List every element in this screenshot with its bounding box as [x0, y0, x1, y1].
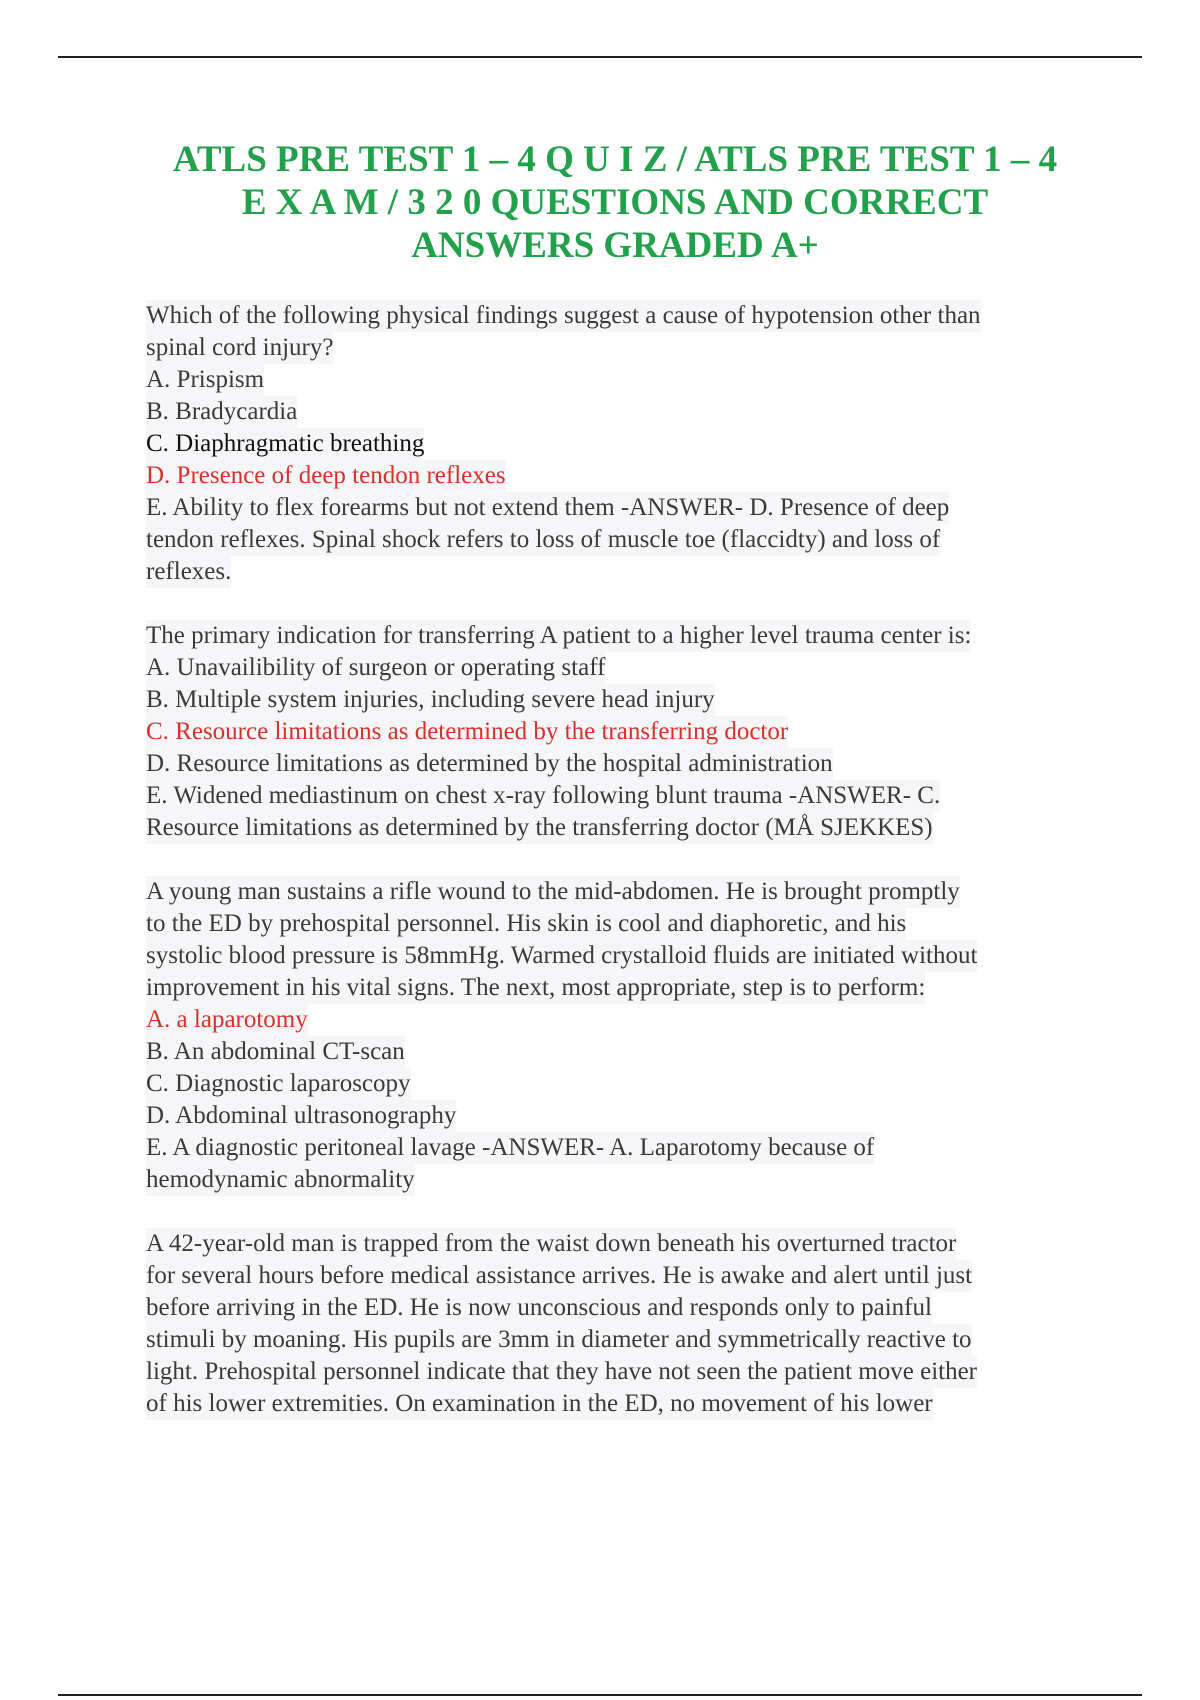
question-text-line: C. Diagnostic laparoscopy	[146, 1068, 411, 1100]
question-text-line: tendon reflexes. Spinal shock refers to loss of muscle toe (flaccidty) and loss of	[146, 524, 940, 556]
question-text-line: Resource limitations as determined by the transferring doctor (MÅ SJEKKES)	[146, 812, 933, 844]
question-text-line: B. Bradycardia	[146, 396, 297, 428]
title-line-2: E X A M / 3 2 0 QUESTIONS AND CORRECT	[241, 182, 989, 223]
title-line-1: ATLS PRE TEST 1 – 4 Q U I Z / ATLS PRE TEST 1 – 4	[172, 139, 1058, 180]
question-text-line: E. Widened mediastinum on chest x-ray following blunt trauma -ANSWER- C.	[146, 780, 940, 812]
question-text-line: A. Unavailibility of surgeon or operating staff	[146, 652, 605, 684]
question-text-line: C. Diaphragmatic breathing	[146, 428, 424, 460]
bottom-rule	[58, 1694, 1142, 1696]
correct-answer-line: D. Presence of deep tendon reflexes	[146, 460, 506, 492]
question-list	[146, 300, 1096, 1452]
question-block-4	[146, 1228, 1096, 1420]
correct-answer-line: A. a laparotomy	[146, 1004, 308, 1036]
title-line-3: ANSWERS GRADED A+	[411, 225, 819, 266]
question-block-3	[146, 876, 1096, 1196]
question-text-line: to the ED by prehospital personnel. His skin is cool and diaphoretic, and his	[146, 908, 906, 940]
question-text-line: of his lower extremities. On examination in the ED, no movement of his lower	[146, 1388, 933, 1420]
document-title	[150, 138, 1080, 267]
question-text-line: B. An abdominal CT-scan	[146, 1036, 405, 1068]
question-text-line: The primary indication for transferring A patient to a higher level trauma center is:	[146, 620, 971, 652]
question-text-line: systolic blood pressure is 58mmHg. Warmed crystalloid fluids are initiated without	[146, 940, 977, 972]
correct-answer-line: C. Resource limitations as determined by the transferring doctor	[146, 716, 788, 748]
question-text-line: D. Resource limitations as determined by the hospital administration	[146, 748, 833, 780]
question-text-line: Which of the following physical findings suggest a cause of hypotension other than	[146, 300, 981, 332]
question-text-line: reflexes.	[146, 556, 231, 588]
question-text-line: stimuli by moaning. His pupils are 3mm in diameter and symmetrically reactive to	[146, 1324, 972, 1356]
question-text-line: before arriving in the ED. He is now unconscious and responds only to painful	[146, 1292, 932, 1324]
question-block-1	[146, 300, 1096, 588]
question-text-line: D. Abdominal ultrasonography	[146, 1100, 456, 1132]
question-text-line: A. Prispism	[146, 364, 264, 396]
question-text-line: E. Ability to flex forearms but not extend them -ANSWER- D. Presence of deep	[146, 492, 949, 524]
question-text-line: A 42-year-old man is trapped from the waist down beneath his overturned tractor	[146, 1228, 956, 1260]
question-text-line: E. A diagnostic peritoneal lavage -ANSWER- A. Laparotomy because of	[146, 1132, 874, 1164]
question-text-line: B. Multiple system injuries, including severe head injury	[146, 684, 715, 716]
question-text-line: A young man sustains a rifle wound to the mid-abdomen. He is brought promptly	[146, 876, 960, 908]
question-text-line: for several hours before medical assistance arrives. He is awake and alert until just	[146, 1260, 972, 1292]
question-text-line: light. Prehospital personnel indicate that they have not seen the patient move either	[146, 1356, 977, 1388]
question-block-2	[146, 620, 1096, 844]
question-text-line: improvement in his vital signs. The next, most appropriate, step is to perform:	[146, 972, 925, 1004]
question-text-line: hemodynamic abnormality	[146, 1164, 415, 1196]
top-rule	[58, 56, 1142, 58]
question-text-line: spinal cord injury?	[146, 332, 333, 364]
